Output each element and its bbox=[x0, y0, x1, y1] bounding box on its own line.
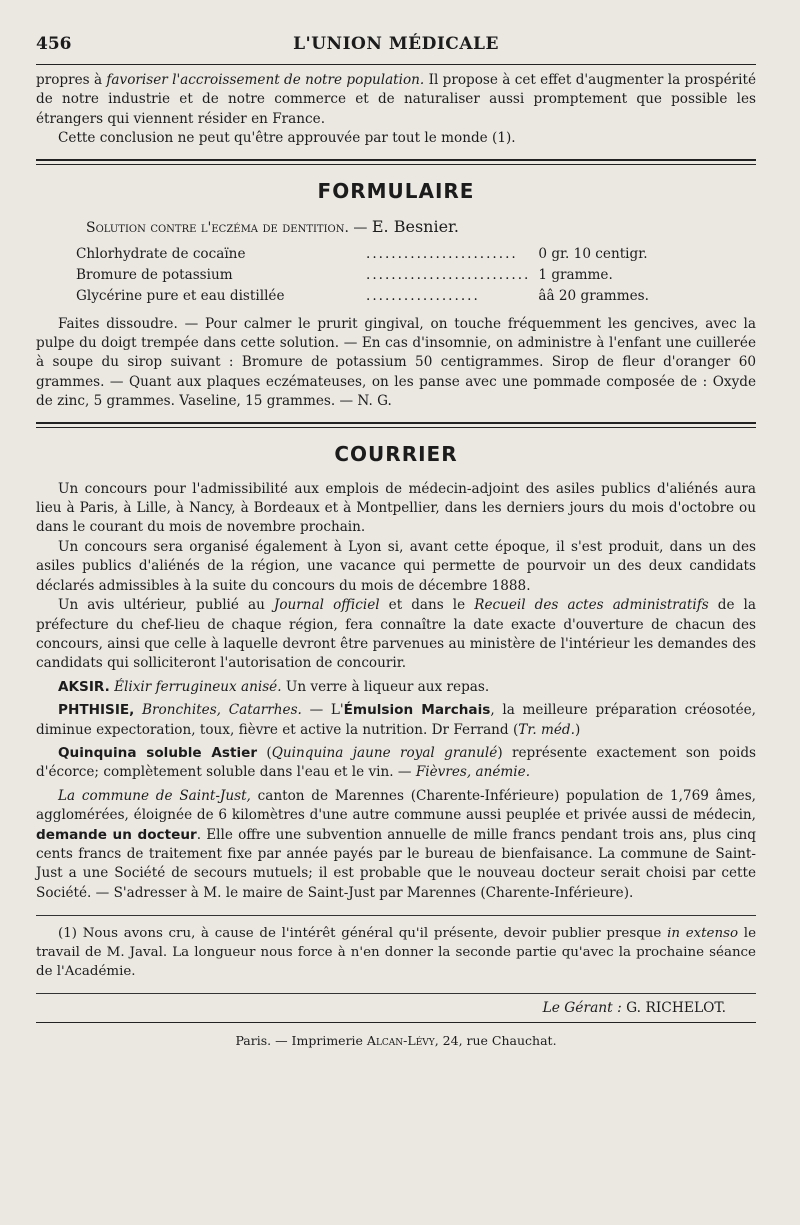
advert-quinquina: Quinquina soluble Astier (Quinquina jaune royal granulé) représente exactement son poids d'écorce; complètement soluble dans l'eau et le vin. — Fièvres, anémie. bbox=[36, 744, 757, 781]
courrier-paragraph: Un avis ultérieur, publié au Journal officiel et dans le Recueil des actes administratifs de la préfecture du chef-lieu de chaque région, fera connaître la date exacte d'ouverture de chacun des concours, ainsi que celle à laquelle devront être parvenues au ministère de l'intérieur les demandes des candidats qui solliciteront l'autorisation de concourir. bbox=[36, 597, 757, 672]
advert-phthisie: PHTHISIE, Bronchites, Catarrhes. — L'Émulsion Marchais, la meilleure préparation créosotée, diminue expectoration, toux, fièvre et active la nutrition. Dr Ferrand (Tr. méd.) bbox=[36, 702, 757, 738]
ingredient-quantity: ââ 20 grammes. bbox=[538, 287, 649, 304]
ingredient-name: Bromure de potassium bbox=[76, 266, 233, 283]
section-divider bbox=[36, 422, 756, 428]
printer-rule bbox=[36, 1022, 756, 1023]
courrier-paragraph: Un concours sera organisé également à Lyon si, avant cette époque, il s'est produit, dans un des asiles publics d'aliénés de la région, une vacance qui permette de pourvoir un des deux candidats déclarés admissibles à la suite du concours du mois de décembre 1888. bbox=[36, 538, 756, 594]
ingredient-quantity: 0 gr. 10 centigr. bbox=[538, 245, 648, 262]
section-divider bbox=[36, 159, 756, 165]
page-number: 456 bbox=[36, 34, 72, 54]
intro-paragraph: propres à favoriser l'accroissement de notre population. Il propose à cet effet d'augmenter la prospérité de notre industrie et de notre commerce et de naturaliser aussi promptement que possible les étrangers qui viennent résider en France. bbox=[36, 72, 756, 127]
intro-conclusion: Cette conclusion ne peut qu'être approuvée par tout le monde (1). bbox=[58, 130, 516, 147]
page-header bbox=[36, 34, 756, 62]
ingredient-row bbox=[76, 244, 649, 265]
formula-ingredients bbox=[76, 244, 649, 307]
running-title: L'UNION MÉDICALE bbox=[293, 34, 499, 54]
leader-dots: .................. bbox=[366, 287, 480, 304]
footnote: (1) Nous avons cru, à cause de l'intérêt général qu'il présente, devoir publier presque in extenso le travail de M. Javal. La longueur nous force à n'en donner la seconde partie qu'avec la prochaine séance de l'Académie. bbox=[36, 926, 756, 980]
courrier-heading: COURRIER bbox=[334, 441, 458, 466]
printer-line: Paris. — Imprimerie Alcan-Lévy, 24, rue Chauchat. bbox=[235, 1033, 557, 1049]
ingredient-row bbox=[76, 286, 649, 307]
ingredient-name: Glycérine pure et eau distillée bbox=[76, 287, 285, 304]
formula-instructions: Faites dissoudre. — Pour calmer le prurit gingival, on touche fréquemment les gencives, avec la pulpe du doigt trempée dans cette solution. — En cas d'insomnie, on administre à l'enfant une cuillerée à soupe du sirop suivant : Bromure de potassium 50 centigrammes. Sirop de fleur d'oranger 60 grammes. — Quant aux plaques eczémateuses, on les panse avec une pommade composée de : Oxyde de zinc, 5 grammes. Vaseline, 15 grammes. — N. G. bbox=[36, 315, 756, 410]
formulaire-heading: FORMULAIRE bbox=[317, 178, 475, 203]
ingredient-name: Chlorhydrate de cocaïne bbox=[76, 245, 246, 262]
footnote-rule bbox=[36, 915, 756, 916]
header-rule bbox=[36, 64, 756, 65]
courrier-paragraph: Un concours pour l'admissibilité aux emplois de médecin-adjoint des asiles publics d'aliénés aura lieu à Paris, à Lille, à Nancy, à Bordeaux et à Montpellier, dans les derniers jours du mois d'octobre ou dans le courant du mois de novembre prochain. bbox=[36, 480, 756, 536]
ingredient-row bbox=[76, 265, 649, 286]
formula-title: Solution contre l'eczéma de dentition. — E. Besnier. bbox=[86, 216, 460, 236]
leader-dots: ........................ bbox=[366, 245, 518, 262]
courrier-saint-just: La commune de Saint-Just, canton de Marennes (Charente-Inférieure) population de 1,769 âmes, agglomérées, éloignée de 6 kilomètres d'une autre commune aussi peuplée et privée aussi de médecin, demande un docteur. Elle offre une subvention annuelle de mille francs pendant trois ans, plus cinq cents francs de traitement fixe par année payés par le bureau de bienfaisance. La commune de Saint-Just a une Société de secours mutuels; il est probable que le nouveau docteur serait choisi par cette Société. — S'adresser à M. le maire de Saint-Just par Marennes (Charente-Inférieure). bbox=[36, 787, 757, 901]
signature: Le Gérant : G. RICHELOT. bbox=[542, 1000, 726, 1017]
leader-dots: .......................... bbox=[366, 266, 531, 283]
advert-aksir: AKSIR. Élixir ferrugineux anisé. Un verre à liqueur aux repas. bbox=[58, 678, 490, 695]
ingredient-quantity: 1 gramme. bbox=[538, 266, 613, 283]
signature-rule bbox=[36, 993, 756, 994]
